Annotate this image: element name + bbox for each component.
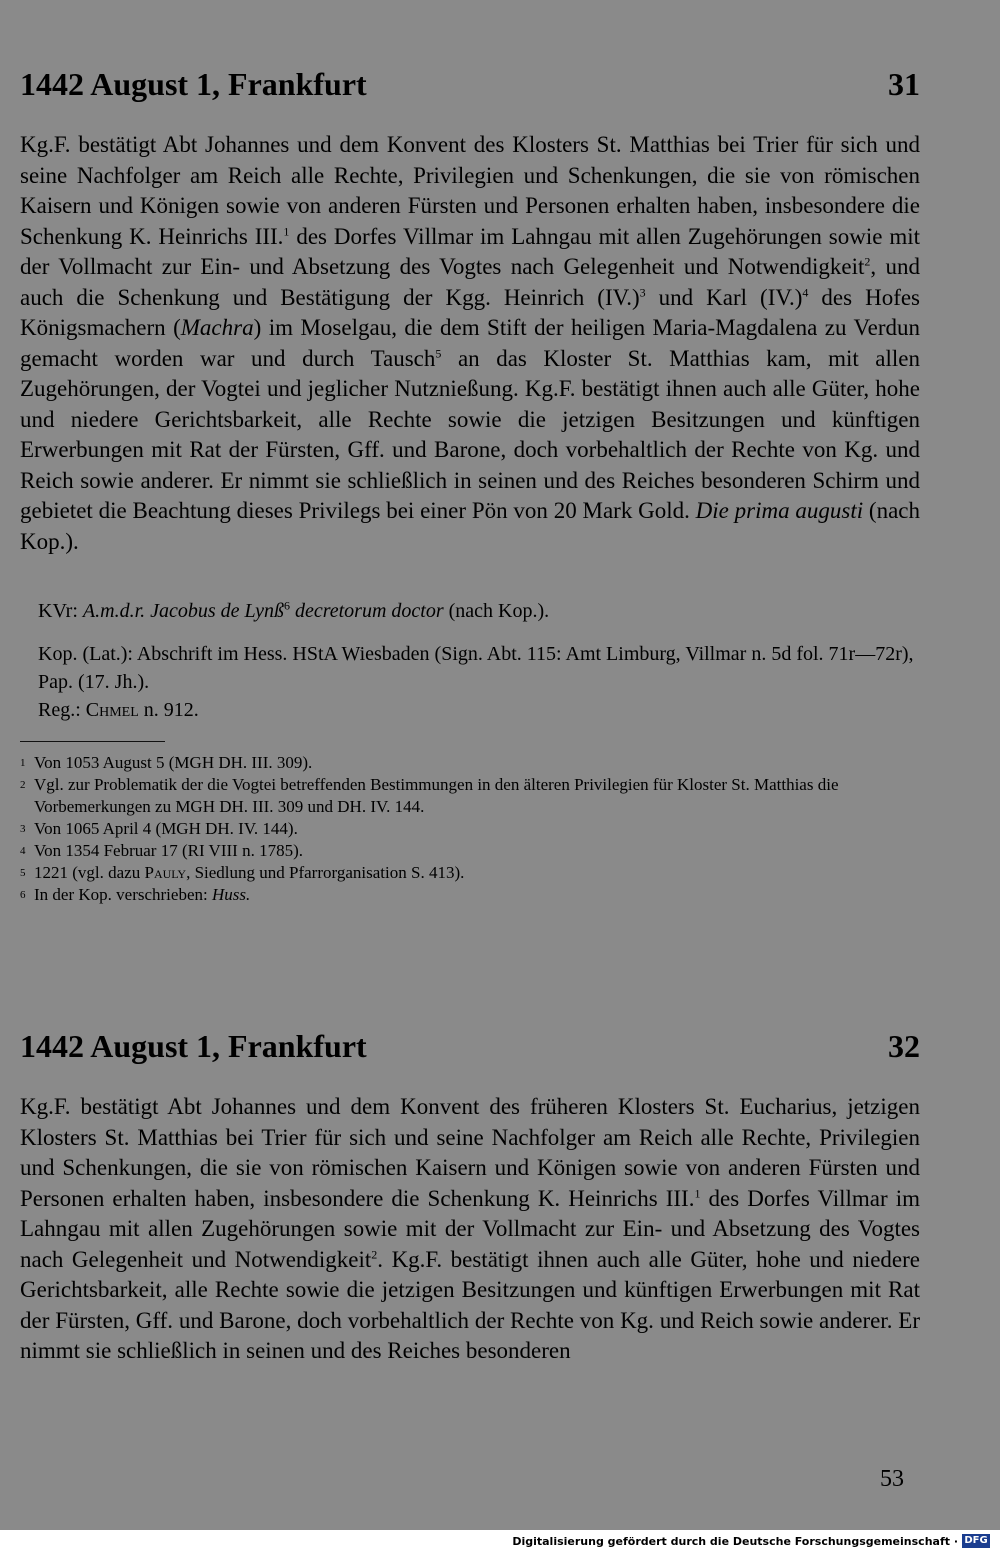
entry-31-date-place: 1442 August 1, Frankfurt <box>20 66 367 102</box>
footnote-ref: 6 <box>283 598 290 613</box>
footnote-ref: 3 <box>639 284 646 299</box>
entry-32-number: 32 <box>888 1028 920 1064</box>
footnote-ref: 1 <box>694 1185 701 1200</box>
entry-31-regest: Kg.F. bestätigt Abt Johannes und dem Konvent des Klosters St. Matthias bei Trier für sich und seine Nachfolger am Reich alle Rechte, Privilegien und Schenkungen, die sie von römischen Kaisern und Königen sowie von anderen Fürsten und Personen erhalten haben, insbesondere die Schenkung K. Heinrichs III.$^1$ des Dorfes Villmar im Lahngau mit allen Zugehörungen sowie mit der Vollmacht zur Ein- und Absetzung des Vogtes nach Gelegenheit und Notwendigkeit$^2$, und auch die Schenkung und Bestätigung der Kgg. Heinrich $(IV.)^3$ und Karl $(IV.)^4$ des Hofes Königsmachern (Machra) im Moselgau, die dem Stift der heiligen Maria-Magdalena zu Verdun gemacht worden war und durch Tausch$^5$ an das Kloster St. Matthias kam, mit allen Zugehörungen, der Vogtei und jeglicher Nutznießung. Kg.F. bestätigt ihnen auch alle Güter, hohe und niedere Gerichtsbarkeit, alle Rechte sowie die jetzigen Besitzungen und künftigen Erwerbungen mit Rat der Fürsten, Gff. und Barone, doch vorbehaltlich der Rechte von Kg. und Reich sowie anderer. Er nimmt sie schließlich in seinen und des Reiches besonderen Schirm und gebietet die Beachtung dieses Privilegs bei einer Pön von 20 Mark Gold. Die prima augusti (nach Kop.). <box>20 132 921 554</box>
footnotes <box>20 752 925 906</box>
entry-31-regest-reference: Reg.: Chmel n. 912. <box>38 699 199 721</box>
dfg-logo: DFG <box>962 1534 990 1548</box>
page-number: 53 <box>880 1466 904 1492</box>
footnote-2: 2 Vgl. zur Problematik der die Vogtei betreffenden Bestimmungen in den älteren Privilegien für Kloster St. Matthias die Vorbemerkungen zu MGH DH. III. 309 und DH. IV. 144. <box>20 775 839 816</box>
footnote-ref: 2 <box>864 254 871 269</box>
entry-31-kanzleivermerk: KVr: A.m.d.r. Jacobus de Lynß$^6$ decretorum doctor (nach Kop.). <box>38 598 550 622</box>
footnote-5: 5 1221 (vgl. dazu Pauly, Siedlung und Pfarrorganisation S. 413). <box>20 863 465 882</box>
entry-32-date-place: 1442 August 1, Frankfurt <box>20 1028 367 1064</box>
footnote-divider <box>20 741 165 742</box>
entry-32-heading <box>20 1028 920 1064</box>
footnote-3: 3 Von 1065 April 4 (MGH DH. IV. 144). <box>20 819 298 838</box>
digitization-footer <box>0 1530 1000 1554</box>
entry-32-regest: Kg.F. bestätigt Abt Johannes und dem Konvent des früheren Klosters St. Eucharius, jetzigen Klosters St. Matthias bei Trier für sich und seine Nachfolger am Reich alle Rechte, Privilegien und Schenkungen, die sie von römischen Kaisern und Königen sowie von anderen Fürsten und Personen erhalten haben, insbesondere die Schenkung K. Heinrichs III.$^1$ des Dorfes Villmar im Lahngau mit allen Zugehörungen sowie mit der Vollmacht zur Ein- und Absetzung des Vogtes nach Gelegenheit und Notwendigkeit$^2$. Kg.F. bestätigt ihnen auch alle Güter, hohe und niedere Gerichtsbarkeit, alle Rechte sowie die jetzigen Besitzungen und künftigen Erwerbungen mit Rat der Fürsten, Gff. und Barone, doch vorbehaltlich der Rechte von Kg. und Reich sowie anderer. Er nimmt sie schließlich in seinen und des Reiches besonderen <box>20 1094 921 1363</box>
footnote-1: 1 Von 1053 August 5 (MGH DH. III. 309). <box>20 753 313 772</box>
footnote-ref: 2 <box>371 1246 378 1261</box>
funding-notice: Digitalisierung gefördert durch die Deutsche Forschungsgemeinschaft · <box>512 1535 958 1548</box>
footnote-ref: 1 <box>283 223 290 238</box>
entry-31-number: 31 <box>888 66 920 102</box>
footnote-4: 4 Von 1354 Februar 17 (RI VIII n. 1785). <box>20 841 303 860</box>
entry-31-heading <box>20 66 920 102</box>
footnote-ref: 4 <box>802 284 809 299</box>
footnote-6: 6 In der Kop. verschrieben: Huss. <box>20 885 251 904</box>
entry-31-copy-source: Kop. (Lat.): Abschrift im Hess. HStA Wiesbaden (Sign. Abt. 115: Amt Limburg, Villmar n. 5d fol. 71r—72r), Pap. (17. Jh.). <box>38 643 914 693</box>
footnote-ref: 5 <box>435 345 442 360</box>
